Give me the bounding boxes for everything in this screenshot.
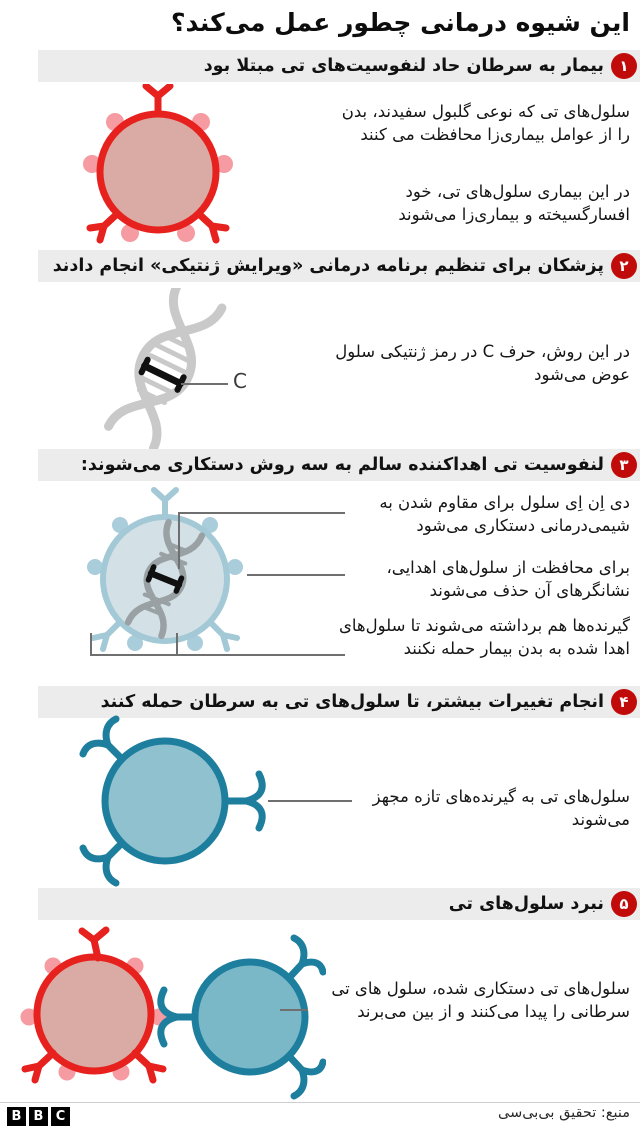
section-4-title: انجام تغییرات بیشتر، تا سلول‌های تی به سرطان حمله کنند [100,692,604,712]
donor-tcell-illustration [55,483,355,695]
logo-letter-b1: B [7,1107,26,1126]
section-2-title: پزشکان برای تنظیم برنامه درمانی «ویرایش ژنتیکی» انجام دادند [52,256,604,276]
section-2-header [38,250,640,282]
section-5-header [38,888,640,920]
dna-edited-base-icon [142,360,184,390]
section-3-paragraph-1: دی اِن اِی سلول برای مقاوم شدن به شیمی‌درمانی دستکاری می‌شود [379,493,630,536]
section-1-number-badge: ۱ [611,53,637,79]
dna-strands-icon [109,288,222,448]
section-5-number-badge: ۵ [611,891,637,917]
section-3-paragraph-2: برای محافظت از سلول‌های اهدایی، نشانگرهای آن حذف می‌شوند [386,558,630,601]
bbc-logo [7,1107,70,1126]
footer-divider [0,1102,640,1103]
section-1-paragraph-2: در این بیماری سلول‌های تی، خود افسارگسیخته و بیماری‌زا می‌شوند [398,182,630,225]
modified-tcell-illustration [70,714,360,892]
section-3-paragraph-3: گیرنده‌ها هم برداشته می‌شوند تا سلول‌های اهدا شده به بدن بیمار حمله نکنند [338,616,630,659]
page-title: این شیوه درمانی چطور عمل می‌کند؟ [170,8,630,37]
section-1-paragraph-1: سلول‌های تی که نوعی گلبول سفیدند، بدن را از عوامل بیماری‌زا محافظت می کنند [341,102,630,145]
section-1-title: بیمار به سرطان حاد لنفوسیت‌های تی مبتلا بود [203,56,604,76]
dna-helix-illustration [92,288,242,450]
section-5-title: نبرد سلول‌های تی [448,894,604,914]
section-4-paragraph-1: سلول‌های تی به گیرنده‌های تازه مجهز می‌شوند [372,787,630,830]
source-text: منبع: تحقیق بی‌بی‌سی [497,1105,630,1121]
dna-edit-label: C [233,369,247,393]
section-3-title: لنفوسیت تی اهداکننده سالم به سه روش دستکاری می‌شوند: [80,455,604,475]
section-1-header [38,50,640,82]
logo-letter-b2: B [29,1107,48,1126]
section-3-header [38,449,640,481]
tcell-battle-illustration [12,922,326,1116]
logo-letter-c: C [51,1107,70,1126]
section-4-number-badge: ۴ [611,689,637,715]
section-2-number-badge: ۲ [611,253,637,279]
section-3-number-badge: ۳ [611,452,637,478]
section-2-paragraph-1: در این روش، حرف C در رمز ژنتیکی سلول عوض می‌شود [335,342,630,385]
infected-tcell-illustration [58,84,268,244]
section-5-paragraph-1: سلول‌های تی دستکاری شده، سلول های تی سرطانی را پیدا می‌کنند و از بین می‌برند [331,979,630,1022]
